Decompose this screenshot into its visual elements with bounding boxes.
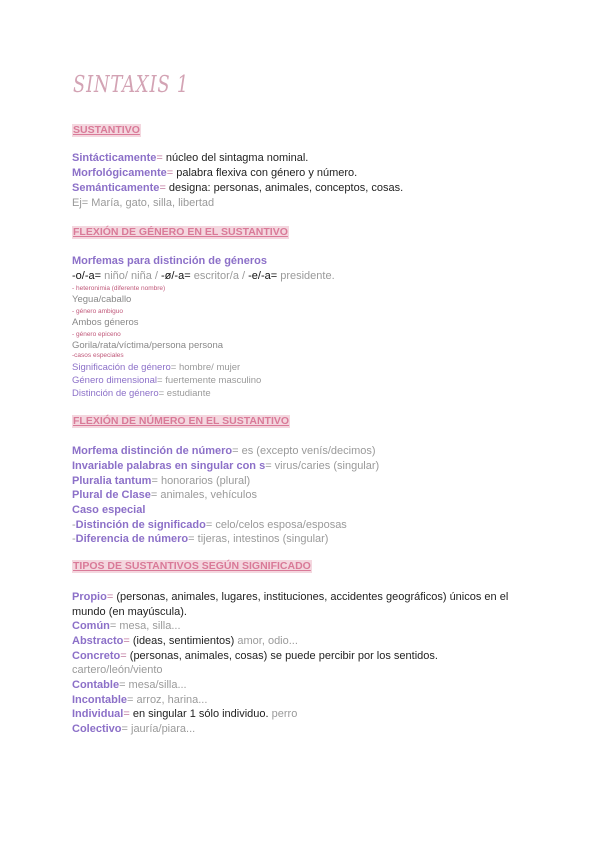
definition: (personas, animales, cosas) se puede percibir por los sentidos. [126, 650, 438, 662]
term: Diferencia de número [75, 533, 189, 545]
definition: palabra flexiva con género y número. [173, 167, 358, 179]
term: Concreto [72, 650, 121, 662]
term: Contable [72, 679, 120, 691]
section-heading-genero: FLEXIÓN DE GÉNERO EN EL SUSTANTIVO [73, 226, 288, 238]
definition: en singular 1 sólo individuo. [129, 708, 269, 720]
term: Común [72, 620, 110, 632]
morpheme: -ø/-a= [160, 270, 191, 282]
example: = hombre/ mujer [170, 362, 241, 373]
definition: (ideas, sentimientos) [129, 635, 235, 647]
note-heteronimia: - heteronimia (diferente nombre) [72, 285, 166, 292]
definition: núcleo del sintagma nominal. [162, 152, 309, 164]
line-sintacticamente [72, 151, 308, 165]
example: amor, odio... [234, 635, 298, 647]
line-morfologicamente [72, 166, 357, 180]
term: Pluralia tantum [72, 475, 152, 487]
line-individual [72, 707, 297, 721]
equals: = [166, 167, 174, 179]
line-comun [72, 619, 181, 633]
note-genero-epiceno: - género epiceno [72, 331, 121, 338]
line-dimensional [72, 375, 261, 387]
line-contable [72, 678, 187, 692]
example: cartero/león/viento [72, 664, 163, 676]
definition: designa: personas, animales, conceptos, cosas. [165, 182, 404, 194]
definition: mundo (en mayúscula). [72, 606, 187, 618]
line-semanticamente [72, 181, 403, 195]
example-ambiguo: Ambos géneros [72, 317, 139, 328]
note-casos-especiales: -casos especiales [72, 352, 124, 359]
line-caso-especial [72, 503, 145, 517]
example: = arroz, harina... [127, 694, 208, 706]
dash: - [72, 533, 76, 545]
equals: = [156, 152, 163, 164]
example: = jauría/piara... [121, 723, 196, 735]
morpheme: -e/-a= [248, 270, 278, 282]
subheading: Morfemas para distinción de géneros [72, 255, 267, 267]
term: Plural de Clase [72, 489, 151, 501]
example: = fuertemente masculino [157, 375, 262, 386]
example: = mesa/silla... [119, 679, 187, 691]
term: Morfológicamente [72, 167, 167, 179]
line-colectivo [72, 722, 195, 736]
line-morfemas-heading [72, 254, 267, 268]
example: = honorarios (plural) [151, 475, 251, 487]
equals: = [159, 182, 166, 194]
line-concreto [72, 649, 438, 663]
example: niño/ niña / [101, 270, 161, 282]
line-invariable [72, 459, 379, 473]
term: Invariable palabras en singular con s [72, 460, 266, 472]
page-title: SINTAXIS 1 [73, 72, 190, 98]
note-genero-ambiguo: - género ambiguo [72, 308, 123, 315]
line-propio-cont [72, 605, 187, 619]
example: = celo/celos esposa/esposas [205, 519, 347, 531]
term: Propio [72, 591, 107, 603]
example: = tijeras, intestinos (singular) [188, 533, 329, 545]
term: Significación de género [72, 362, 171, 373]
term: Sintácticamente [72, 152, 157, 164]
example-heteronimia: Yegua/caballo [72, 294, 132, 305]
term: Distinción de significado [75, 519, 206, 531]
term: Caso especial [72, 504, 146, 516]
example: Ej= María, gato, silla, libertad [72, 197, 215, 209]
term: Incontable [72, 694, 128, 706]
line-incontable [72, 693, 207, 707]
section-heading-tipos: TIPOS DE SUSTANTIVOS SEGÚN SIGNIFICADO [73, 560, 311, 572]
line-diferencia-numero [72, 532, 328, 546]
line-morfema-numero [72, 444, 376, 458]
line-morfemas [72, 269, 335, 283]
line-significacion [72, 362, 240, 374]
morpheme: -o/-a= [72, 270, 102, 282]
example: = animales, vehículos [150, 489, 257, 501]
example: perro [268, 708, 298, 720]
term: Género dimensional [72, 375, 158, 386]
definition: (personas, animales, lugares, instituciones, accidentes geográficos) únicos en el [113, 591, 509, 603]
line-concreto-ejemplo [72, 663, 163, 677]
term: Distinción de género [72, 388, 159, 399]
equals: = [120, 650, 127, 662]
equals: = [123, 635, 130, 647]
example-epiceno: Gorila/rata/víctima/persona persona [72, 340, 224, 351]
line-example [72, 196, 214, 210]
term: Semánticamente [72, 182, 160, 194]
equals: = [123, 708, 130, 720]
line-propio [72, 590, 508, 604]
term: Morfema distinción de número [72, 445, 233, 457]
section-heading-numero: FLEXIÓN DE NÚMERO EN EL SUSTANTIVO [73, 415, 290, 427]
line-plural-clase [72, 488, 257, 502]
dash: - [72, 519, 76, 531]
line-abstracto [72, 634, 298, 648]
example: = mesa, silla... [109, 620, 181, 632]
section-heading-sustantivo: SUSTANTIVO [73, 124, 140, 136]
line-pluralia [72, 474, 250, 488]
term: Abstracto [72, 635, 124, 647]
example: = es (excepto venís/decimos) [232, 445, 376, 457]
example: = estudiante [158, 388, 211, 399]
example: presidente. [277, 270, 335, 282]
line-distincion [72, 388, 211, 400]
equals: = [106, 591, 114, 603]
line-distincion-significado [72, 518, 347, 532]
example: = virus/caries (singular) [265, 460, 380, 472]
term: Colectivo [72, 723, 122, 735]
term: Individual [72, 708, 124, 720]
example: escritor/a / [190, 270, 249, 282]
